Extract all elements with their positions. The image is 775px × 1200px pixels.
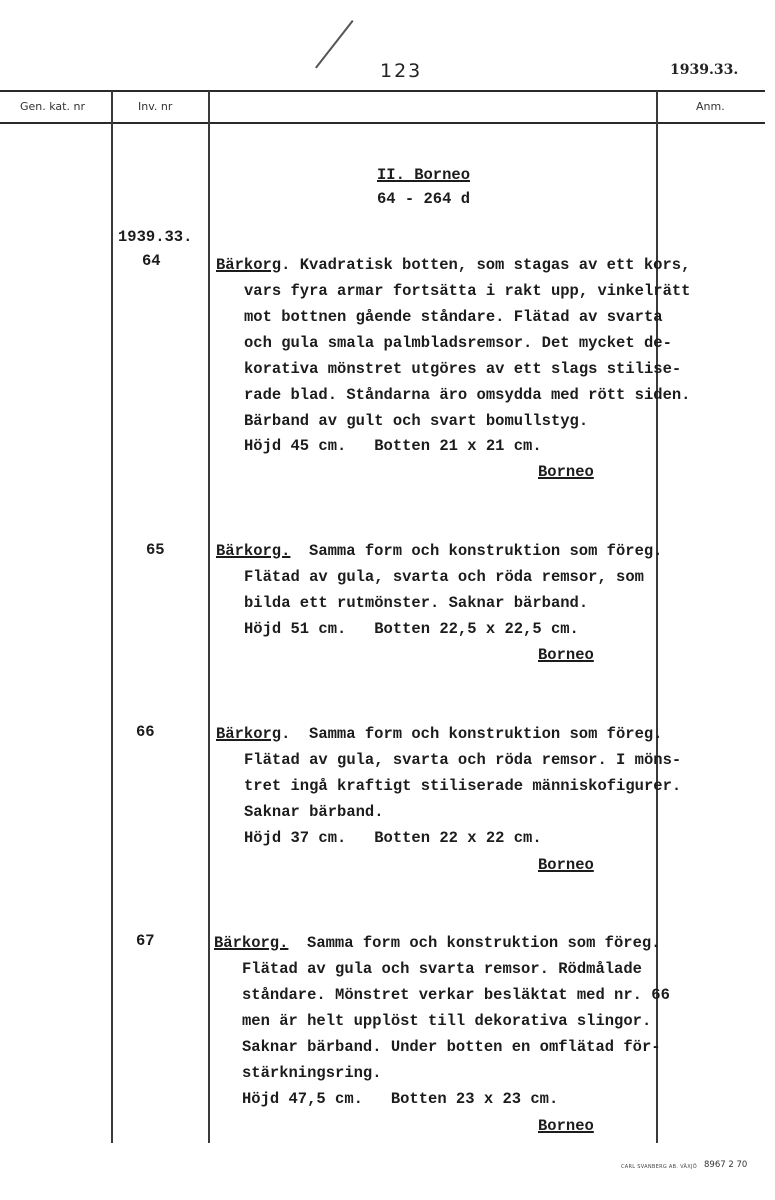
entry-line: Saknar bärband. Under botten en omflätad för- <box>242 1038 661 1056</box>
entry-line: tret ingå kraftigt stiliserade människofigurer. <box>244 777 682 795</box>
entry-line: men är helt upplöst till dekorativa slingor. <box>242 1012 652 1030</box>
entry-line: korativa mönstret utgöres av ett slags stilise- <box>244 360 682 378</box>
entry-line: Flätad av gula, svarta och röda remsor, som <box>244 568 644 586</box>
section-title: II. Borneo <box>377 166 471 184</box>
entry-line: bilda ett rutmönster. Saknar bärband. <box>244 594 589 612</box>
entry-line <box>216 725 663 743</box>
origin-label: Borneo <box>538 1117 594 1135</box>
object-type: Bärkorg. <box>214 934 289 952</box>
entry-line <box>214 934 660 952</box>
entry-text: . Kvadratisk botten, som stagas av ett kors, <box>281 256 691 274</box>
entry-line: Höjd 45 cm. Botten 21 x 21 cm. <box>244 437 542 455</box>
entry-line: mot bottnen gående ståndare. Flätad av svarta <box>244 308 663 326</box>
pen-mark <box>315 20 354 69</box>
entry-text: Samma form och konstruktion som föreg. <box>290 542 663 560</box>
entry-line: stärkningsring. <box>242 1064 382 1082</box>
column-divider-gen-inv <box>111 91 113 1143</box>
origin-label: Borneo <box>538 856 594 874</box>
origin-label: Borneo <box>538 463 594 481</box>
section-range: 64 - 264 d <box>377 190 471 208</box>
inv-number: 64 <box>142 252 161 270</box>
entry-line: ståndare. Mönstret verkar besläktat med nr. 66 <box>242 986 670 1004</box>
entry-line: rade blad. Ståndarna äro omsydda med rött siden. <box>244 386 691 404</box>
accession-header: 1939.33. <box>670 62 739 78</box>
header-bottom-rule <box>0 122 765 124</box>
printer-imprint: CARL SVANBERG AB. VÄXJÖ <box>621 1164 698 1170</box>
object-type: Bärkorg <box>216 256 282 274</box>
column-divider-inv-desc <box>208 91 210 1143</box>
column-header-gen-kat-nr: Gen. kat. nr <box>20 100 85 113</box>
entry-line: Höjd 51 cm. Botten 22,5 x 22,5 cm. <box>244 620 579 638</box>
entry-line: Höjd 47,5 cm. Botten 23 x 23 cm. <box>242 1090 559 1108</box>
inv-number: 65 <box>146 541 165 559</box>
section-accession: 1939.33. <box>118 228 193 246</box>
object-type: Bärkorg. <box>216 542 291 560</box>
page-number: 123 <box>380 60 423 82</box>
entry-line: och gula smala palmbladsremsor. Det mycket de- <box>244 334 672 352</box>
entry-line <box>216 542 662 560</box>
inv-number: 66 <box>136 723 155 741</box>
entry-text: Samma form och konstruktion som föreg. <box>288 934 661 952</box>
header-top-rule <box>0 90 765 92</box>
entry-text: . Samma form och konstruktion som föreg. <box>281 725 663 743</box>
inv-number: 67 <box>136 932 155 950</box>
column-header-inv-nr: Inv. nr <box>138 100 173 113</box>
entry-line: vars fyra armar fortsätta i rakt upp, vinkelrätt <box>244 282 691 300</box>
entry-line: Saknar bärband. <box>244 803 384 821</box>
origin-label: Borneo <box>538 646 594 664</box>
object-type: Bärkorg <box>216 725 282 743</box>
column-header-anm: Anm. <box>696 100 725 113</box>
entry-line: Flätad av gula och svarta remsor. Rödmålade <box>242 960 642 978</box>
entry-line <box>216 256 690 274</box>
entry-line: Bärband av gult och svart bomullstyg. <box>244 412 589 430</box>
entry-line: Flätad av gula, svarta och röda remsor. I möns- <box>244 751 682 769</box>
form-code: 8967 2 70 <box>704 1160 748 1170</box>
entry-line: Höjd 37 cm. Botten 22 x 22 cm. <box>244 829 542 847</box>
